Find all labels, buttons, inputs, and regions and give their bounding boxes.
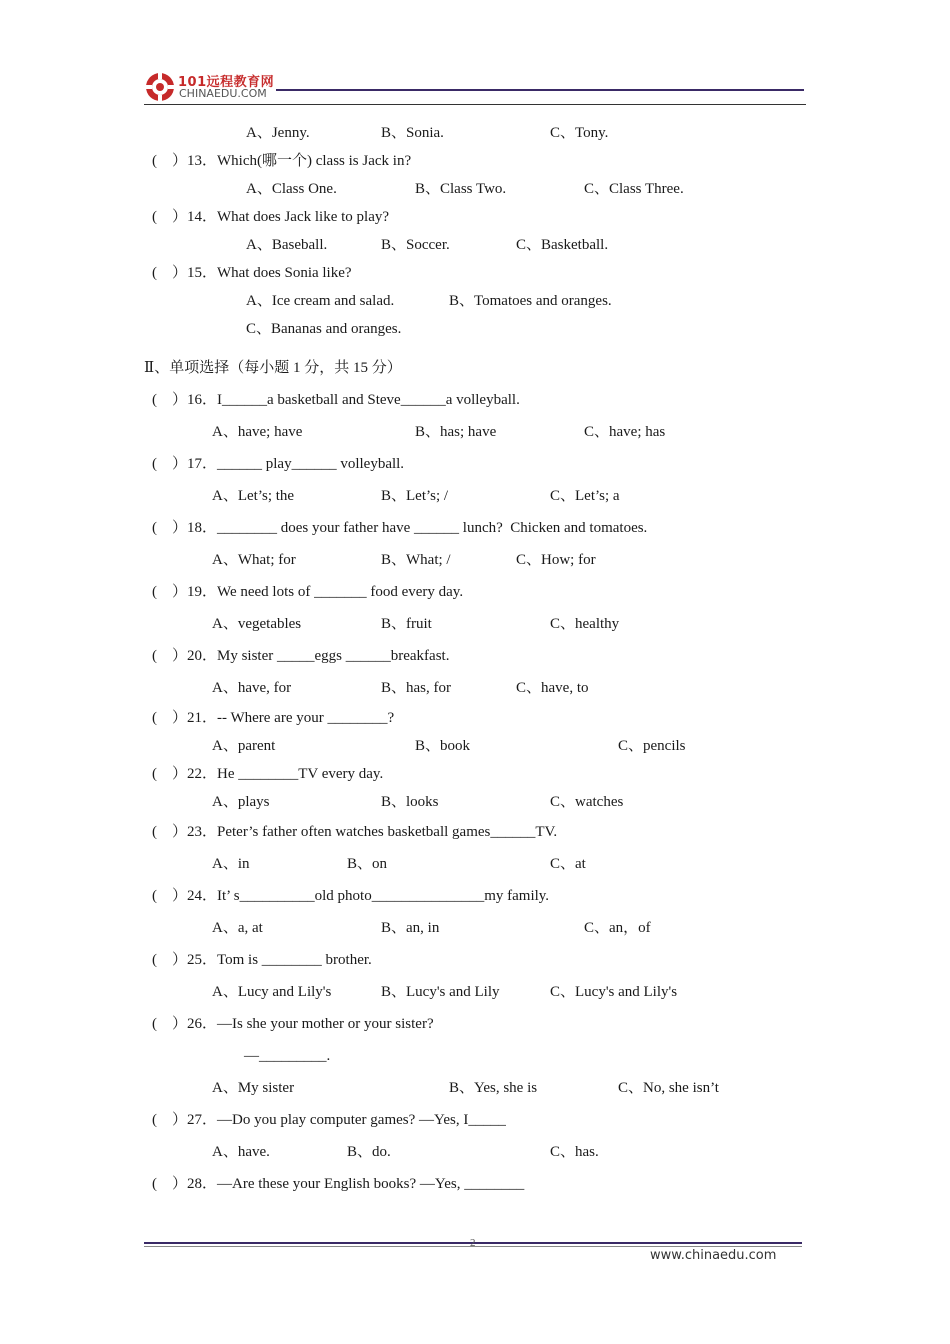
option-a: A、Jenny. — [246, 125, 310, 141]
option-a: A、parent — [212, 738, 276, 754]
header-rule-top — [276, 89, 804, 91]
option-b: B、Tomatoes and oranges. — [449, 293, 612, 309]
option-a: A、plays — [212, 794, 270, 810]
option-b: B、Yes, she is — [449, 1080, 538, 1096]
option-c: C、have; has — [584, 424, 666, 440]
option-b: B、on — [347, 856, 388, 872]
question-14: ( ）14．What does Jack like to play? — [152, 209, 390, 225]
option-c: C、watches — [550, 794, 624, 810]
option-c: C、Lucy's and Lily's — [550, 984, 678, 1000]
option-c: C、pencils — [618, 738, 686, 754]
footer-site-link[interactable]: www.chinaedu.com — [650, 1248, 777, 1263]
page-number: 2 — [470, 1237, 476, 1249]
option-a: A、Ice cream and salad. — [246, 293, 395, 309]
option-b: B、Lucy's and Lily — [381, 984, 500, 1000]
option-a: A、a, at — [212, 920, 263, 936]
option-a: A、Baseball. — [246, 237, 328, 253]
option-b: B、looks — [381, 794, 439, 810]
option-c: C、Tony. — [550, 125, 609, 141]
question-21: ( ）21．-- Where are your ________? — [152, 710, 395, 726]
option-b: B、has, for — [381, 680, 451, 696]
option-a: A、My sister — [212, 1080, 295, 1096]
logo-text-cn: 101远程教育网 — [178, 75, 275, 90]
option-c: C、Basketball. — [516, 237, 609, 253]
question-15: ( ）15．What does Sonia like? — [152, 265, 352, 281]
question-27: ( ）27．—Do you play computer games? —Yes, I_____ — [152, 1112, 506, 1128]
question-16: ( ）16．I______a basketball and Steve______a volleyball. — [152, 392, 520, 408]
logo-text-en: CHINAEDU.COM — [179, 87, 267, 100]
question-22: ( ）22．He ________TV every day. — [152, 766, 384, 782]
question-26: ( ）26．—Is she your mother or your sister? — [152, 1016, 434, 1032]
question-18: ( ）18．________ does your father have ______ lunch? Chicken and tomatoes. — [152, 520, 648, 536]
option-c: C、at — [550, 856, 586, 872]
option-b: B、book — [415, 738, 471, 754]
option-c: C、How; for — [516, 552, 596, 568]
option-b: B、Sonia. — [381, 125, 444, 141]
option-b: B、has; have — [415, 424, 497, 440]
option-a: A、have, for — [212, 680, 292, 696]
option-b: B、fruit — [381, 616, 432, 632]
question-17: ( ）17．______ play______ volleyball. — [152, 456, 405, 472]
answer-blank: —_________. — [244, 1048, 331, 1064]
option-a: A、Lucy and Lily's — [212, 984, 332, 1000]
option-a: A、vegetables — [212, 616, 302, 632]
option-c: C、an，of — [584, 920, 651, 936]
option-a: A、have. — [212, 1144, 270, 1160]
option-a: A、in — [212, 856, 250, 872]
option-a: A、Let’s; the — [212, 488, 295, 504]
option-a: A、have; have — [212, 424, 303, 440]
question-19: ( ）19．We need lots of _______ food every day. — [152, 584, 464, 600]
option-c: C、Let’s; a — [550, 488, 620, 504]
option-c: C、Class Three. — [584, 181, 684, 197]
question-23: ( ）23．Peter’s father often watches basketball games______TV. — [152, 824, 558, 840]
option-b: B、Let’s; / — [381, 488, 449, 504]
logo-mark-icon — [144, 70, 178, 104]
option-b: B、What; / — [381, 552, 451, 568]
option-b: B、Class Two. — [415, 181, 507, 197]
question-24: ( ）24．It’ s__________old photo_______________my family. — [152, 888, 550, 904]
option-c: C、No, she isn’t — [618, 1080, 719, 1096]
option-a: A、Class One. — [246, 181, 337, 197]
option-c: C、Bananas and oranges. — [246, 321, 402, 337]
question-13: ( ）13．Which(哪一个) class is Jack in? — [152, 153, 412, 169]
option-c: C、has. — [550, 1144, 599, 1160]
question-28: ( ）28．—Are these your English books? —Yes, ________ — [152, 1176, 525, 1192]
header-rule-bottom — [144, 104, 806, 105]
option-b: B、an, in — [381, 920, 440, 936]
option-b: B、Soccer. — [381, 237, 450, 253]
option-a: A、What; for — [212, 552, 296, 568]
option-b: B、do. — [347, 1144, 391, 1160]
logo — [144, 70, 275, 104]
option-c: C、healthy — [550, 616, 620, 632]
question-25: ( ）25．Tom is ________ brother. — [152, 952, 372, 968]
option-c: C、have, to — [516, 680, 589, 696]
question-20: ( ）20．My sister _____eggs ______breakfast. — [152, 648, 450, 664]
section-heading: Ⅱ、单项选择（每小题 1 分，共 15 分） — [144, 360, 402, 376]
